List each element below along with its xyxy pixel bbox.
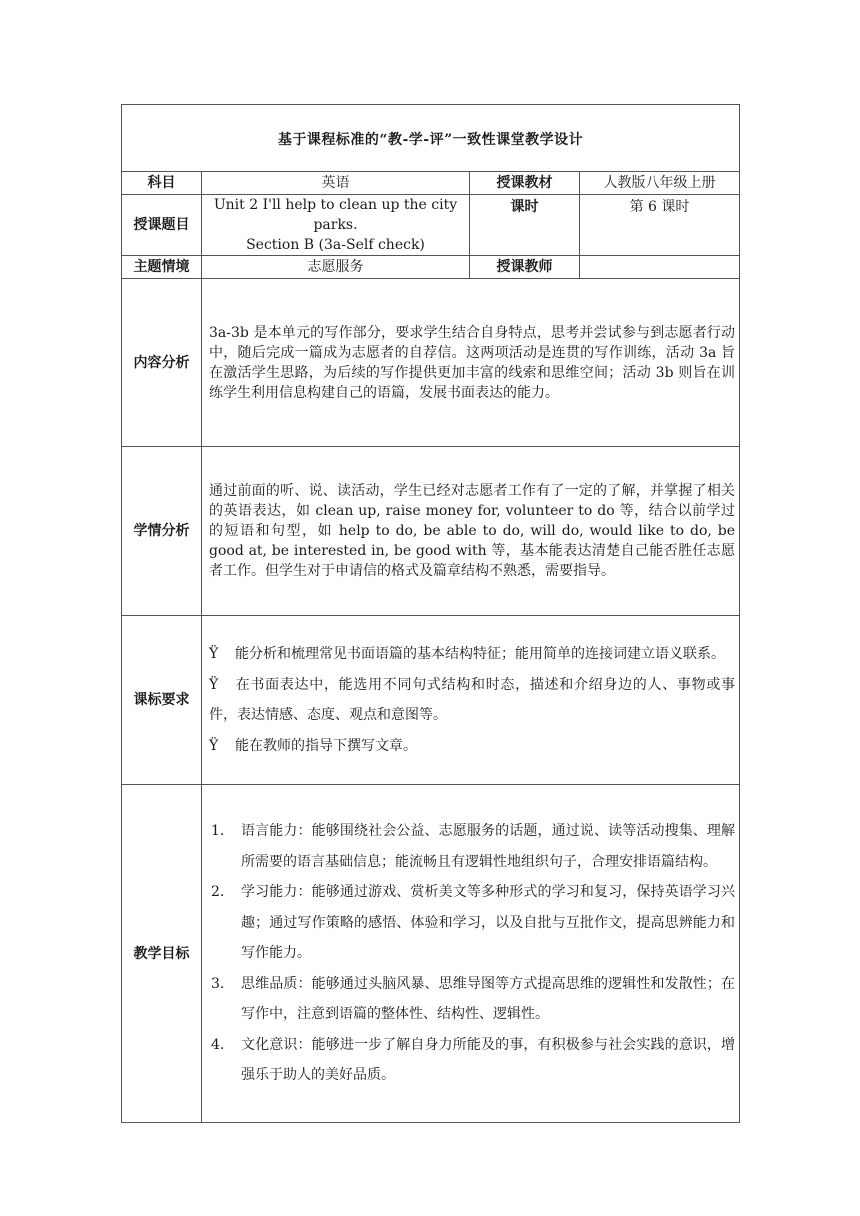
objectives-list [209,816,735,1091]
standards-list [209,639,735,761]
objectives-label: 教学目标 [122,785,202,1123]
theme-value: 志愿服务 [202,256,470,279]
item-number: 3. [211,975,225,992]
topic-line-1: Unit 2 I'll help to clean up the city parks. [213,197,458,233]
period-value: 第 6 课时 [580,195,740,256]
item-number: 4. [211,1036,225,1053]
bullet-mark: Ÿ [209,737,219,754]
objective-text: 思维品质：能够通过头脑风暴、思维导图等方式提高思维的逻辑性和发散性；在写作中，注意到语篇的整体性、结构性、逻辑性。 [241,975,736,1023]
theme-label: 主题情境 [122,256,202,279]
item-number: 2. [211,884,225,901]
list-item [209,877,735,969]
teacher-value [580,256,740,279]
list-item [209,1030,735,1091]
subject-value: 英语 [202,172,470,195]
objective-text: 学习能力：能够通过游戏、赏析美文等多种形式的学习和复习，保持英语学习兴趣；通过写作策略的感悟、体验和学习，以及自批与互批作文，提高思辨能力和写作能力。 [241,884,736,962]
list-item [209,670,735,731]
bullet-mark: Ÿ [209,676,219,693]
content-analysis-label: 内容分析 [122,279,202,447]
learner-analysis-label: 学情分析 [122,447,202,616]
objective-text: 语言能力：能够围绕社会公益、志愿服务的话题，通过说、读等活动搜集、理解所需要的语言基础信息；能流畅且有逻辑性地组织句子，合理安排语篇结构。 [241,823,736,870]
list-item [209,731,735,762]
bullet-mark: Ÿ [209,646,219,662]
content-analysis-text [202,279,740,447]
topic-value [202,195,470,256]
standard-text: 能分析和梳理常见书面语篇的基本结构特征；能用简单的连接词建立语义联系。 [235,646,725,662]
learner-analysis-text [202,447,740,616]
list-item [209,639,735,670]
objectives-list-cell [202,785,740,1123]
content-analysis-paragraph: 3a-3b 是本单元的写作部分，要求学生结合自身特点，思考并尝试参与到志愿者行动中，随后完成一篇成为志愿者的自荐信。这两项活动是连贯的写作训练，活动 3a 旨在激活学生思路，为后续的写作提供更加丰富的线索和思维空间；活动 3b 则旨在训练学生利用信息构建自己的语篇，发展书面表达的能力。 [209,324,736,401]
teacher-label: 授课教师 [470,256,580,279]
learner-analysis-paragraph: 通过前面的听、说、读活动，学生已经对志愿者工作有了一定的了解，并掌握了相关的英语表达，如 clean up, raise money for, volunteer to do 等，结合以前学过的短语和句型，如 help to do, be able to do, will do, would like to do, be good at, be interested in, be good with 等，基本能表达清楚自己能否胜任志愿者工作。但学生对于申请信的格式及篇章结构不熟悉，需要指导。 [209,483,736,579]
standards-label: 课标要求 [122,616,202,785]
textbook-value: 人教版八年级上册 [580,172,740,195]
list-item [209,969,735,1030]
textbook-label: 授课教材 [470,172,580,195]
objective-text: 文化意识：能够进一步了解自身力所能及的事，有积极参与社会实践的意识，增强乐于助人的美好品质。 [241,1036,736,1084]
standards-list-cell [202,616,740,785]
standard-text: 能在教师的指导下撰写文章。 [235,737,417,754]
item-number: 1. [211,823,225,840]
list-item [209,816,735,877]
page-title: 基于课程标准的“教-学-评”一致性课堂教学设计 [122,105,740,172]
period-label: 课时 [470,195,580,256]
standard-text: 在书面表达中，能选用不同句式结构和时态，描述和介绍身边的人、事物或事件，表达情感、态度、观点和意图等。 [209,676,736,723]
lesson-plan-table [121,104,740,1123]
topic-line-2: Section B (3a-Self check) [246,237,425,253]
topic-label: 授课题目 [122,195,202,256]
subject-label: 科目 [122,172,202,195]
